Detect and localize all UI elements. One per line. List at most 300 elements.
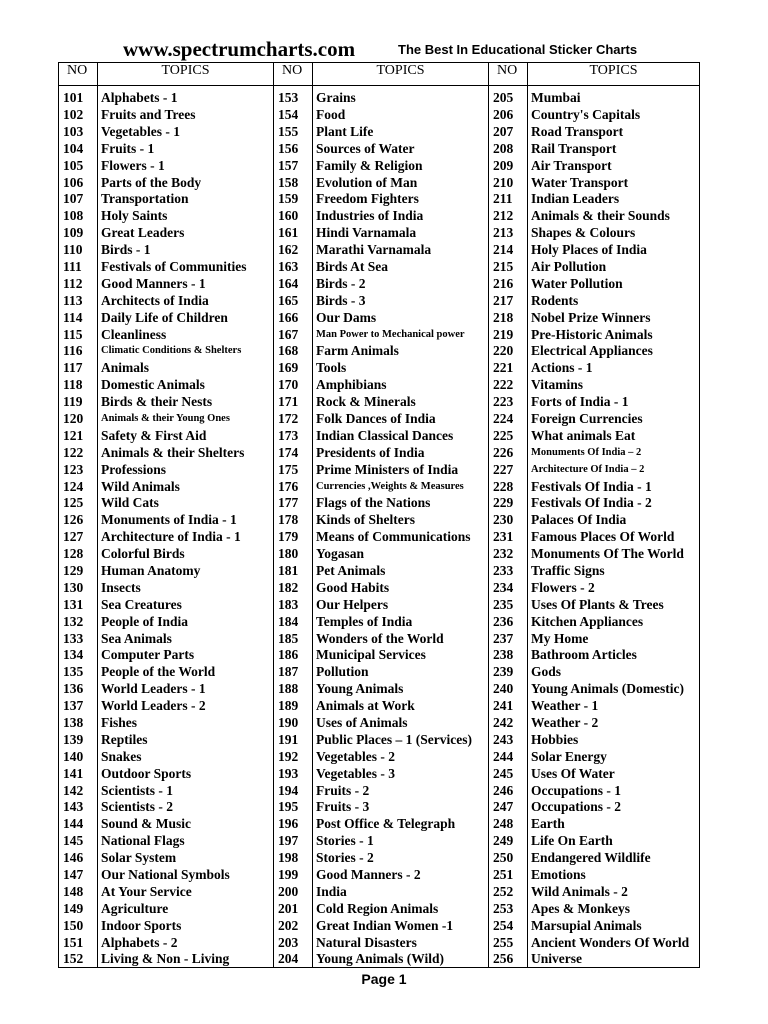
topic-number: 162	[274, 241, 313, 258]
topic-name: World Leaders - 2	[98, 697, 274, 714]
topic-name: Rail Transport	[528, 140, 700, 157]
topic-number: 210	[489, 174, 528, 191]
header-no-2: NO	[274, 63, 313, 86]
topic-number: 102	[59, 106, 98, 123]
topic-name: Tools	[313, 359, 489, 376]
site-url: www.spectrumcharts.com	[123, 37, 356, 61]
topic-number: 182	[274, 579, 313, 596]
topic-number: 253	[489, 900, 528, 917]
topic-number: 135	[59, 663, 98, 680]
topic-number: 128	[59, 545, 98, 562]
topic-number: 236	[489, 613, 528, 630]
topic-number: 141	[59, 765, 98, 782]
topic-name: Famous Places Of World	[528, 528, 700, 545]
topic-number: 169	[274, 359, 313, 376]
topic-number: 130	[59, 579, 98, 596]
topic-number: 120	[59, 410, 98, 427]
topic-number: 104	[59, 140, 98, 157]
table-row	[59, 832, 700, 849]
topic-number: 239	[489, 663, 528, 680]
topic-name: Folk Dances of India	[313, 410, 489, 427]
topic-number: 234	[489, 579, 528, 596]
topic-name: Farm Animals	[313, 342, 489, 359]
table-row	[59, 630, 700, 647]
topic-number: 254	[489, 917, 528, 934]
topic-name: Foreign Currencies	[528, 410, 700, 427]
topic-number: 158	[274, 174, 313, 191]
topic-number: 180	[274, 545, 313, 562]
topic-name: World Leaders - 1	[98, 680, 274, 697]
topic-number: 242	[489, 714, 528, 731]
table-row	[59, 461, 700, 478]
topic-number: 159	[274, 190, 313, 207]
topic-number: 240	[489, 680, 528, 697]
topic-name: Pet Animals	[313, 562, 489, 579]
topic-name: India	[313, 883, 489, 900]
topic-name: Architects of India	[98, 292, 274, 309]
topic-name: Vitamins	[528, 376, 700, 393]
topic-name: Fruits - 1	[98, 140, 274, 157]
topic-name: Birds - 1	[98, 241, 274, 258]
topic-number: 125	[59, 494, 98, 511]
topic-name: Solar Energy	[528, 748, 700, 765]
topic-number: 112	[59, 275, 98, 292]
topic-number: 134	[59, 647, 98, 664]
topic-number: 232	[489, 545, 528, 562]
topic-number: 231	[489, 528, 528, 545]
table-row	[59, 900, 700, 917]
topic-number: 192	[274, 748, 313, 765]
topic-name: Wild Cats	[98, 494, 274, 511]
topic-number: 140	[59, 748, 98, 765]
topic-name: Water Transport	[528, 174, 700, 191]
table-row	[59, 224, 700, 241]
topic-name: Bathroom Articles	[528, 647, 700, 664]
table-row	[59, 579, 700, 596]
topic-name: Domestic Animals	[98, 376, 274, 393]
topic-number: 101	[59, 86, 98, 107]
topic-number: 226	[489, 444, 528, 461]
table-row	[59, 799, 700, 816]
topic-name: Natural Disasters	[313, 934, 489, 951]
topic-number: 176	[274, 478, 313, 495]
topic-number: 214	[489, 241, 528, 258]
topic-number: 197	[274, 832, 313, 849]
topic-name: Parts of the Body	[98, 174, 274, 191]
topic-number: 246	[489, 782, 528, 799]
table-row	[59, 714, 700, 731]
topic-number: 122	[59, 444, 98, 461]
topic-number: 157	[274, 157, 313, 174]
topic-name: Architecture of India - 1	[98, 528, 274, 545]
table-row	[59, 782, 700, 799]
topic-name: Animals	[98, 359, 274, 376]
topic-name: Our Helpers	[313, 596, 489, 613]
table-row	[59, 866, 700, 883]
topic-name: Our Dams	[313, 309, 489, 326]
topic-name: Birds - 2	[313, 275, 489, 292]
topic-name: Apes & Monkeys	[528, 900, 700, 917]
topic-name: Traffic Signs	[528, 562, 700, 579]
topic-number: 217	[489, 292, 528, 309]
topic-name: Kitchen Appliances	[528, 613, 700, 630]
topic-number: 189	[274, 697, 313, 714]
table-row	[59, 427, 700, 444]
topic-name: Young Animals (Wild)	[313, 951, 489, 968]
table-row	[59, 106, 700, 123]
topic-number: 193	[274, 765, 313, 782]
topic-name: Actions - 1	[528, 359, 700, 376]
table-row	[59, 190, 700, 207]
topic-number: 223	[489, 393, 528, 410]
topic-name: Indoor Sports	[98, 917, 274, 934]
table-row	[59, 174, 700, 191]
topic-name: Presidents of India	[313, 444, 489, 461]
topic-number: 147	[59, 866, 98, 883]
topic-name: Great Leaders	[98, 224, 274, 241]
topic-number: 237	[489, 630, 528, 647]
topic-name: Festivals Of India - 1	[528, 478, 700, 495]
topic-number: 151	[59, 934, 98, 951]
topic-name: Fishes	[98, 714, 274, 731]
topic-number: 174	[274, 444, 313, 461]
topic-name: Monuments Of The World	[528, 545, 700, 562]
table-row	[59, 393, 700, 410]
table-row	[59, 207, 700, 224]
topic-name: Outdoor Sports	[98, 765, 274, 782]
topic-name: Scientists - 1	[98, 782, 274, 799]
topic-name: Animals & their Young Ones	[98, 410, 274, 427]
topic-number: 155	[274, 123, 313, 140]
topic-name: Daily Life of Children	[98, 309, 274, 326]
topic-name: Municipal Services	[313, 647, 489, 664]
topic-number: 209	[489, 157, 528, 174]
topic-name: Wonders of the World	[313, 630, 489, 647]
topic-number: 166	[274, 309, 313, 326]
topic-number: 247	[489, 799, 528, 816]
topic-name: Scientists - 2	[98, 799, 274, 816]
tagline: The Best In Educational Sticker Charts	[398, 42, 638, 57]
topic-number: 156	[274, 140, 313, 157]
topic-number: 172	[274, 410, 313, 427]
topic-number: 121	[59, 427, 98, 444]
topic-number: 195	[274, 799, 313, 816]
topic-number: 215	[489, 258, 528, 275]
header-no-1: NO	[59, 63, 98, 86]
topic-number: 245	[489, 765, 528, 782]
topic-number: 153	[274, 86, 313, 107]
topic-number: 144	[59, 815, 98, 832]
topic-number: 207	[489, 123, 528, 140]
table-row	[59, 359, 700, 376]
page-number: Page 1	[361, 971, 407, 987]
topic-name: Ancient Wonders Of World	[528, 934, 700, 951]
topic-number: 109	[59, 224, 98, 241]
topic-name: Man Power to Mechanical power	[313, 326, 489, 343]
table-row	[59, 562, 700, 579]
table-row	[59, 309, 700, 326]
table-row	[59, 157, 700, 174]
topic-name: Good Habits	[313, 579, 489, 596]
topic-number: 185	[274, 630, 313, 647]
topic-name: Wild Animals - 2	[528, 883, 700, 900]
topic-number: 222	[489, 376, 528, 393]
topic-number: 107	[59, 190, 98, 207]
topic-name: Architecture Of India – 2	[528, 461, 700, 478]
topic-number: 179	[274, 528, 313, 545]
topic-number: 252	[489, 883, 528, 900]
topic-number: 171	[274, 393, 313, 410]
topic-number: 136	[59, 680, 98, 697]
topic-number: 123	[59, 461, 98, 478]
topic-name: Alphabets - 1	[98, 86, 274, 107]
topic-number: 233	[489, 562, 528, 579]
table-row	[59, 545, 700, 562]
table-row	[59, 123, 700, 140]
topic-number: 167	[274, 326, 313, 343]
topic-name: Country's Capitals	[528, 106, 700, 123]
topic-name: Fruits - 3	[313, 799, 489, 816]
topic-number: 211	[489, 190, 528, 207]
topic-name: Birds At Sea	[313, 258, 489, 275]
topic-name: Festivals Of India - 2	[528, 494, 700, 511]
topic-name: Nobel Prize Winners	[528, 309, 700, 326]
topic-number: 255	[489, 934, 528, 951]
table-row	[59, 326, 700, 343]
topic-name: Climatic Conditions & Shelters	[98, 342, 274, 359]
topic-number: 181	[274, 562, 313, 579]
topic-name: At Your Service	[98, 883, 274, 900]
topic-number: 149	[59, 900, 98, 917]
topic-name: My Home	[528, 630, 700, 647]
header-topics-1: TOPICS	[98, 63, 274, 86]
topic-number: 204	[274, 951, 313, 968]
topic-name: Sea Creatures	[98, 596, 274, 613]
topic-name: Uses of Animals	[313, 714, 489, 731]
table-row	[59, 765, 700, 782]
topic-name: Shapes & Colours	[528, 224, 700, 241]
topic-number: 249	[489, 832, 528, 849]
topic-number: 106	[59, 174, 98, 191]
topic-name: Wild Animals	[98, 478, 274, 495]
topic-name: Vegetables - 3	[313, 765, 489, 782]
topic-number: 201	[274, 900, 313, 917]
table-row	[59, 478, 700, 495]
topic-name: Stories - 1	[313, 832, 489, 849]
table-row	[59, 241, 700, 258]
topics-table	[58, 62, 700, 968]
topic-number: 191	[274, 731, 313, 748]
topic-name: Vegetables - 2	[313, 748, 489, 765]
topic-name: Industries of India	[313, 207, 489, 224]
table-row	[59, 815, 700, 832]
topic-name: Living & Non - Living	[98, 951, 274, 968]
topic-number: 131	[59, 596, 98, 613]
topic-number: 227	[489, 461, 528, 478]
topic-number: 148	[59, 883, 98, 900]
topic-number: 105	[59, 157, 98, 174]
topic-name: Forts of India - 1	[528, 393, 700, 410]
topic-name: Animals at Work	[313, 697, 489, 714]
topic-name: Young Animals	[313, 680, 489, 697]
topic-number: 186	[274, 647, 313, 664]
table-row	[59, 883, 700, 900]
topic-number: 138	[59, 714, 98, 731]
topic-number: 108	[59, 207, 98, 224]
topic-name: Holy Saints	[98, 207, 274, 224]
topic-number: 132	[59, 613, 98, 630]
topic-name: Currencies ,Weights & Measures	[313, 478, 489, 495]
topic-name: Marsupial Animals	[528, 917, 700, 934]
topic-name: Water Pollution	[528, 275, 700, 292]
table-row	[59, 613, 700, 630]
topic-name: Monuments of India - 1	[98, 511, 274, 528]
topic-name: Marathi Varnamala	[313, 241, 489, 258]
topic-number: 116	[59, 342, 98, 359]
topic-number: 230	[489, 511, 528, 528]
topic-name: Flowers - 2	[528, 579, 700, 596]
topic-name: Indian Leaders	[528, 190, 700, 207]
table-row	[59, 934, 700, 951]
topic-name: National Flags	[98, 832, 274, 849]
topic-number: 154	[274, 106, 313, 123]
topic-name: Good Manners - 2	[313, 866, 489, 883]
table-row	[59, 258, 700, 275]
topic-number: 142	[59, 782, 98, 799]
topic-number: 205	[489, 86, 528, 107]
topic-name: Sources of Water	[313, 140, 489, 157]
topic-number: 183	[274, 596, 313, 613]
topic-name: Flags of the Nations	[313, 494, 489, 511]
topic-name: Post Office & Telegraph	[313, 815, 489, 832]
topic-name: Fruits - 2	[313, 782, 489, 799]
topic-name: Transportation	[98, 190, 274, 207]
topic-number: 206	[489, 106, 528, 123]
topic-number: 177	[274, 494, 313, 511]
topic-name: Pollution	[313, 663, 489, 680]
topic-number: 225	[489, 427, 528, 444]
topic-name: Alphabets - 2	[98, 934, 274, 951]
topic-name: Indian Classical Dances	[313, 427, 489, 444]
topic-number: 199	[274, 866, 313, 883]
topic-number: 212	[489, 207, 528, 224]
table-row	[59, 731, 700, 748]
topic-name: Plant Life	[313, 123, 489, 140]
topic-name: Colorful Birds	[98, 545, 274, 562]
topic-number: 161	[274, 224, 313, 241]
page-header	[0, 36, 768, 62]
topic-number: 111	[59, 258, 98, 275]
topic-number: 133	[59, 630, 98, 647]
table-row	[59, 140, 700, 157]
topic-name: Food	[313, 106, 489, 123]
topic-name: Emotions	[528, 866, 700, 883]
topic-name: Monuments Of India – 2	[528, 444, 700, 461]
table-row	[59, 697, 700, 714]
topic-number: 165	[274, 292, 313, 309]
topic-name: Mumbai	[528, 86, 700, 107]
table-row	[59, 849, 700, 866]
topic-name: Weather - 2	[528, 714, 700, 731]
topic-number: 160	[274, 207, 313, 224]
topic-number: 127	[59, 528, 98, 545]
table-row	[59, 275, 700, 292]
header-topics-2: TOPICS	[313, 63, 489, 86]
topic-number: 173	[274, 427, 313, 444]
table-row	[59, 647, 700, 664]
topic-number: 187	[274, 663, 313, 680]
topic-number: 110	[59, 241, 98, 258]
topic-name: People of the World	[98, 663, 274, 680]
topic-name: Air Pollution	[528, 258, 700, 275]
topic-number: 168	[274, 342, 313, 359]
topic-number: 114	[59, 309, 98, 326]
topic-name: Road Transport	[528, 123, 700, 140]
table-row	[59, 444, 700, 461]
topic-number: 170	[274, 376, 313, 393]
topic-name: Snakes	[98, 748, 274, 765]
table-row	[59, 494, 700, 511]
topic-name: Stories - 2	[313, 849, 489, 866]
table-body	[59, 86, 700, 968]
topic-name: Family & Religion	[313, 157, 489, 174]
topic-name: Amphibians	[313, 376, 489, 393]
topic-number: 152	[59, 951, 98, 968]
table-header-row	[59, 63, 700, 86]
topic-name: Weather - 1	[528, 697, 700, 714]
topic-number: 139	[59, 731, 98, 748]
topic-number: 256	[489, 951, 528, 968]
topic-number: 198	[274, 849, 313, 866]
header-topics-3: TOPICS	[528, 63, 700, 86]
table-row	[59, 663, 700, 680]
topic-number: 243	[489, 731, 528, 748]
topic-name: Rock & Minerals	[313, 393, 489, 410]
topic-number: 244	[489, 748, 528, 765]
topic-name: Festivals of Communities	[98, 258, 274, 275]
table-row	[59, 410, 700, 427]
topic-name: People of India	[98, 613, 274, 630]
topic-name: Hobbies	[528, 731, 700, 748]
topic-name: Sound & Music	[98, 815, 274, 832]
topic-number: 251	[489, 866, 528, 883]
topic-name: Public Places – 1 (Services)	[313, 731, 489, 748]
topic-name: Reptiles	[98, 731, 274, 748]
topic-number: 124	[59, 478, 98, 495]
topic-name: Insects	[98, 579, 274, 596]
topic-name: Evolution of Man	[313, 174, 489, 191]
topic-name: Good Manners - 1	[98, 275, 274, 292]
topic-name: Gods	[528, 663, 700, 680]
topic-name: Palaces Of India	[528, 511, 700, 528]
topic-number: 188	[274, 680, 313, 697]
topic-number: 208	[489, 140, 528, 157]
topic-name: Prime Ministers of India	[313, 461, 489, 478]
table-row	[59, 376, 700, 393]
topic-name: Birds & their Nests	[98, 393, 274, 410]
table-row	[59, 596, 700, 613]
topic-name: Cleanliness	[98, 326, 274, 343]
topic-number: 250	[489, 849, 528, 866]
topic-name: Occupations - 2	[528, 799, 700, 816]
topic-number: 202	[274, 917, 313, 934]
topic-name: Cold Region Animals	[313, 900, 489, 917]
topic-name: Occupations - 1	[528, 782, 700, 799]
topic-name: Animals & their Sounds	[528, 207, 700, 224]
topic-name: Holy Places of India	[528, 241, 700, 258]
topic-number: 229	[489, 494, 528, 511]
topic-number: 248	[489, 815, 528, 832]
